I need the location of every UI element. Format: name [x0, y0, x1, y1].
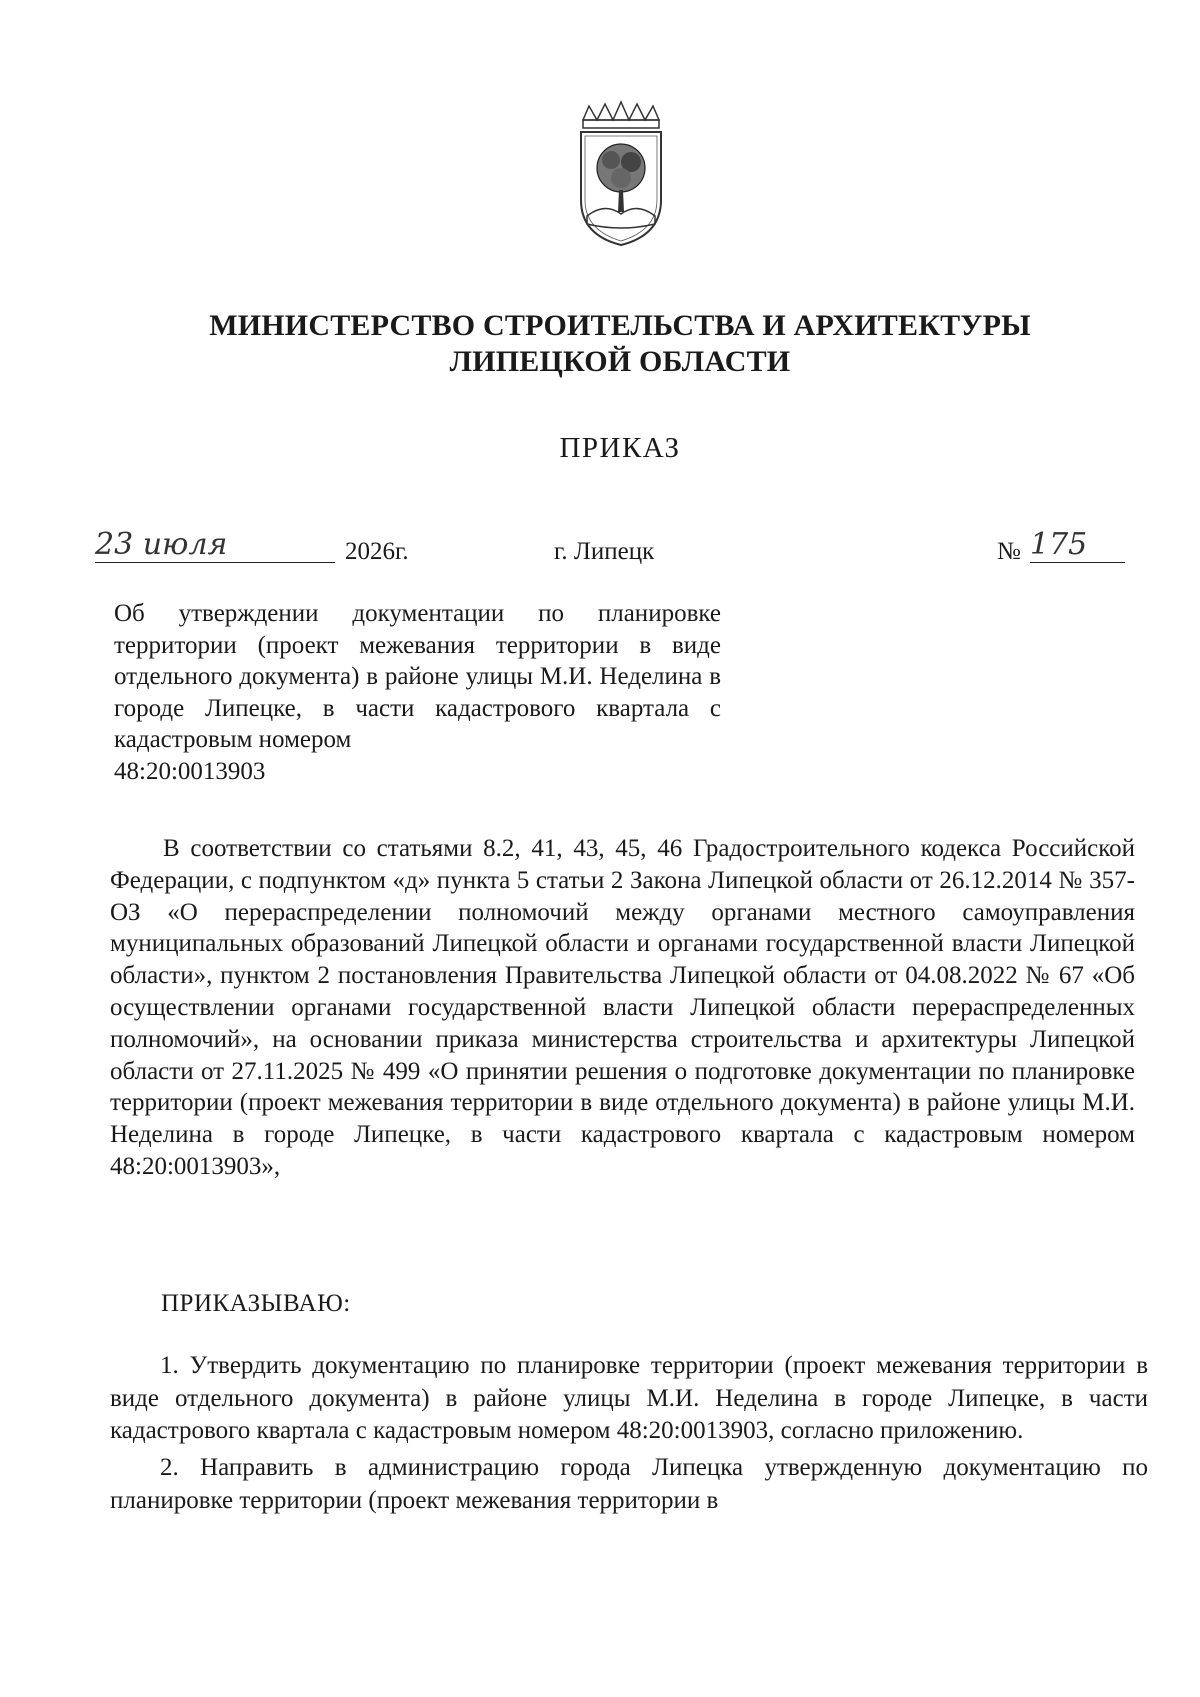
number-handwritten: 175 [1030, 530, 1130, 564]
document-type: ПРИКАЗ [559, 432, 681, 464]
subject-text: Об утверждении документации по планировке территории (проект межевания территории в виде отдельного документа) в районе улицы М.И. Неделина в городе Липецке, в части кадастрового квартала с кадастровым номером [114, 600, 721, 753]
date-year: 2026г. [345, 538, 409, 565]
coat-of-arms-icon [571, 100, 671, 250]
preamble-paragraph: В соответствии со статьями 8.2, 41, 43, 45, 46 Градостроительного кодекса Российской Федерации, с подпунктом «д» пункта 5 статьи 2 Закона Липецкой области от 26.12.2014 № 357-ОЗ «О перераспределении полномочий между органами местного самоуправления муниципальных образований Липецкой области и органами государственной власти Липецкой области», пунктом 2 постановления Правительства Липецкой области от 04.08.2022 № 67 «Об осуществлении органами государственной власти Липецкой области перераспределенных полномочий», на основании приказа министерства строительства и архитектуры Липецкой области от 27.11.2025 № 499 «О принятии решения о подготовке документации по планировке территории (проект межевания территории в виде отдельного документа) в районе улицы М.И. Неделина в городе Липецке, в части кадастрового квартала с кадастровым номером 48:20:0013903», [110, 835, 1135, 1180]
order-word: ПРИКАЗЫВАЮ: [161, 1290, 351, 1317]
ministry-line-2: ЛИПЕЦКОЙ ОБЛАСТИ [449, 345, 791, 378]
ministry-line-1: МИНИСТЕРСТВО СТРОИТЕЛЬСТВА И АРХИТЕКТУРЫ [209, 309, 1031, 342]
ministry-name [0, 308, 1200, 380]
order-item-1: 1. Утвердить документацию по планировке территории (проект межевания территории в виде отдельного документа) в районе улицы М.И. Неделина в городе Липецке, в части кадастрового квартала с кадастровым номером 48:20:0013903, согласно приложению. [110, 1352, 1148, 1444]
subject-cadastral-number: 48:20:0013903 [114, 757, 266, 785]
city: г. Липецк [554, 538, 655, 565]
date-handwritten: 23 июля [95, 530, 335, 564]
order-item-2: 2. Направить в администрацию города Липецка утвержденную документацию по планировке территории (проект межевания территории в [110, 1454, 1148, 1514]
number-label: № [997, 538, 1021, 565]
subject-block [114, 598, 721, 787]
